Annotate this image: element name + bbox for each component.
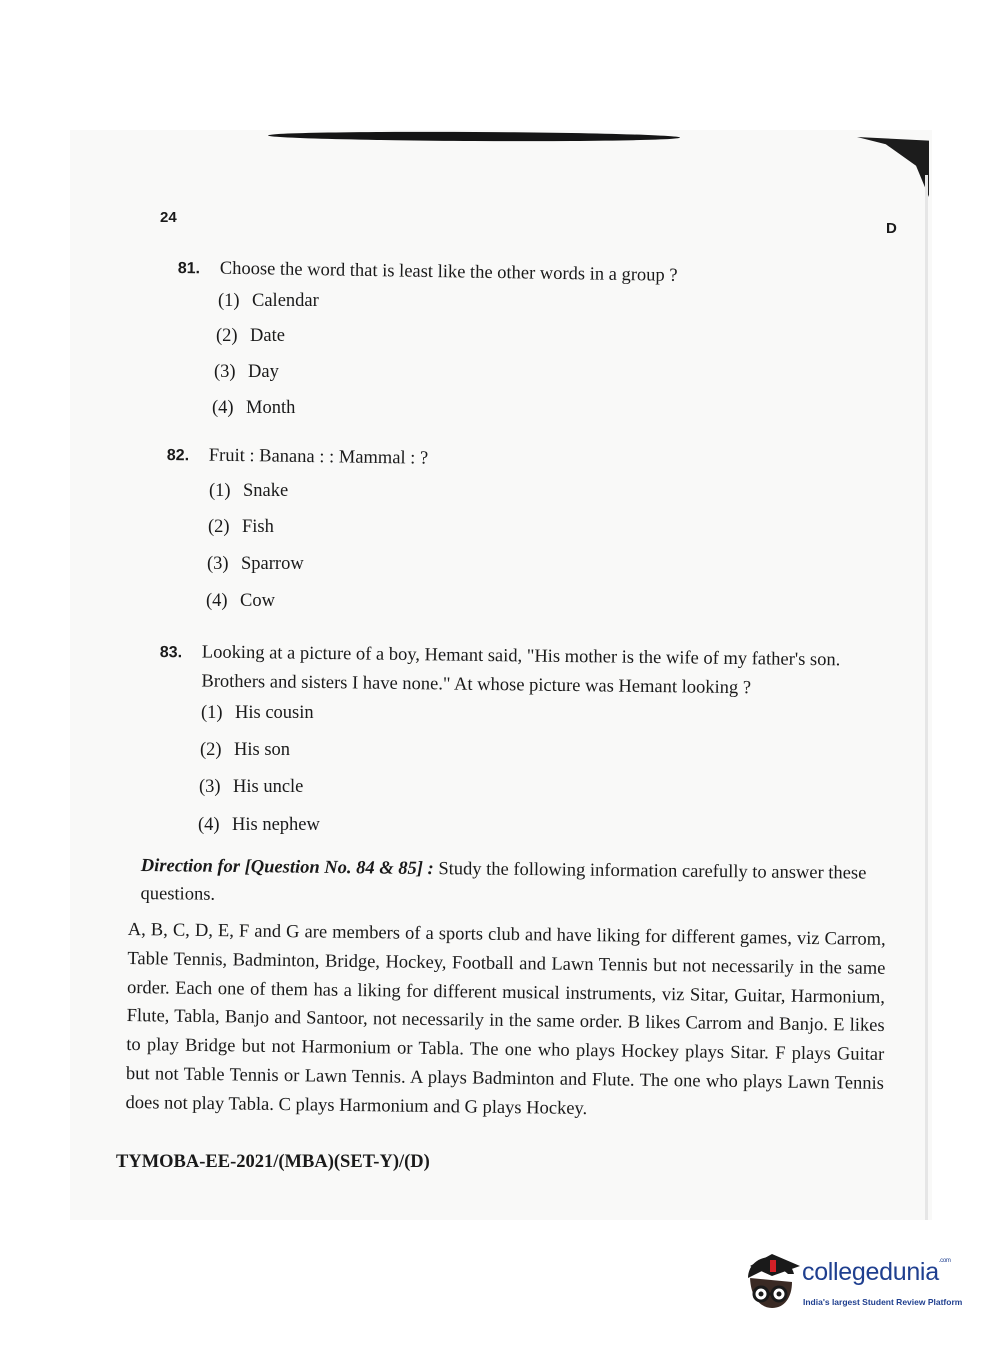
direction-label: Direction for [Question No. 84 & 85] : xyxy=(140,855,434,880)
option xyxy=(199,777,303,798)
option xyxy=(212,398,295,419)
option-text: His nephew xyxy=(232,815,320,835)
option-number: (2) xyxy=(200,740,222,760)
option-number: (2) xyxy=(208,517,230,537)
direction-text: Study the following information carefully to answer these questions. xyxy=(140,859,867,905)
question-82 xyxy=(167,444,429,471)
question-83 xyxy=(159,638,840,704)
passage: A, B, C, D, E, F and G are members of a sports club and have liking for different games, viz Carrom, Table Tennis, Badminton, Bridge, Hockey, Football and Lawn Tennis but not necessarily in the same order. Each one of them has a liking for different musical instruments, viz Sitar, Guitar, Harmonium, Flute, Tabla, Banjo and Santoor, not necessarily in the same order. B likes Carrom and Banjo. E likes to play Bridge but not Harmonium or Tabla. The one who plays Hockey plays Sitar. F plays Guitar but not Table Tennis or Lawn Tennis. A plays Badminton and Flute. The one who plays Lawn Tennis does not play Tabla. C plays Harmonium and G plays Hockey. xyxy=(125,919,886,1119)
option-number: (2) xyxy=(216,326,238,346)
option-text: Fish xyxy=(242,517,274,537)
option-number: (3) xyxy=(199,777,221,797)
option-text: Month xyxy=(246,398,296,418)
direction-block xyxy=(140,852,888,916)
option-number: (1) xyxy=(218,291,240,311)
option xyxy=(214,362,279,383)
option-text: His cousin xyxy=(235,703,314,723)
option-number: (1) xyxy=(201,703,223,723)
option-number: (1) xyxy=(209,481,231,501)
option xyxy=(216,326,285,347)
option-text: Snake xyxy=(243,481,289,501)
option-text: Sparrow xyxy=(241,554,304,574)
brand-name: collegedunia xyxy=(802,1258,939,1286)
collegedunia-logo-icon xyxy=(742,1252,800,1312)
option-text: Cow xyxy=(240,591,275,611)
collegedunia-tagline: India's largest Student Review Platform xyxy=(803,1297,963,1307)
option-text: His son xyxy=(234,740,291,760)
page-number: 24 xyxy=(160,209,177,226)
option xyxy=(206,591,275,612)
collegedunia-watermark xyxy=(742,1252,972,1316)
option xyxy=(218,291,319,312)
option-text: Day xyxy=(248,362,279,382)
option-number: (3) xyxy=(207,554,229,574)
option xyxy=(201,703,314,724)
question-text: Choose the word that is least like the other words in a group ? xyxy=(219,258,678,286)
option xyxy=(208,517,274,538)
option xyxy=(209,481,288,502)
collegedunia-wordmark xyxy=(802,1258,951,1287)
paper-code: TYMOBA-EE-2021/(MBA)(SET-Y)/(D) xyxy=(116,1152,430,1172)
option xyxy=(200,740,290,761)
page-edge xyxy=(925,175,928,1220)
set-code: D xyxy=(886,220,897,237)
option-text: His uncle xyxy=(233,777,304,797)
question-text: Fruit : Banana : : Mammal : ? xyxy=(208,445,429,469)
option xyxy=(198,815,320,836)
question-number: 81. xyxy=(177,259,201,278)
option-text: Calendar xyxy=(252,291,319,311)
question-text: Looking at a picture of a boy, Hemant said, "His mother is the wife of my father's son. xyxy=(201,642,841,671)
option-number: (4) xyxy=(212,398,234,418)
option-text: Date xyxy=(250,326,285,346)
option-number: (3) xyxy=(214,362,236,382)
option xyxy=(207,554,304,575)
question-stem xyxy=(167,444,429,471)
brand-suffix: .com xyxy=(938,1258,951,1264)
question-number: 83. xyxy=(159,643,183,662)
option-number: (4) xyxy=(206,591,228,611)
question-number: 82. xyxy=(166,446,190,465)
option-number: (4) xyxy=(198,815,220,835)
question-text-continued: Brothers and sisters I have none." At whose picture was Hemant looking ? xyxy=(201,671,752,699)
